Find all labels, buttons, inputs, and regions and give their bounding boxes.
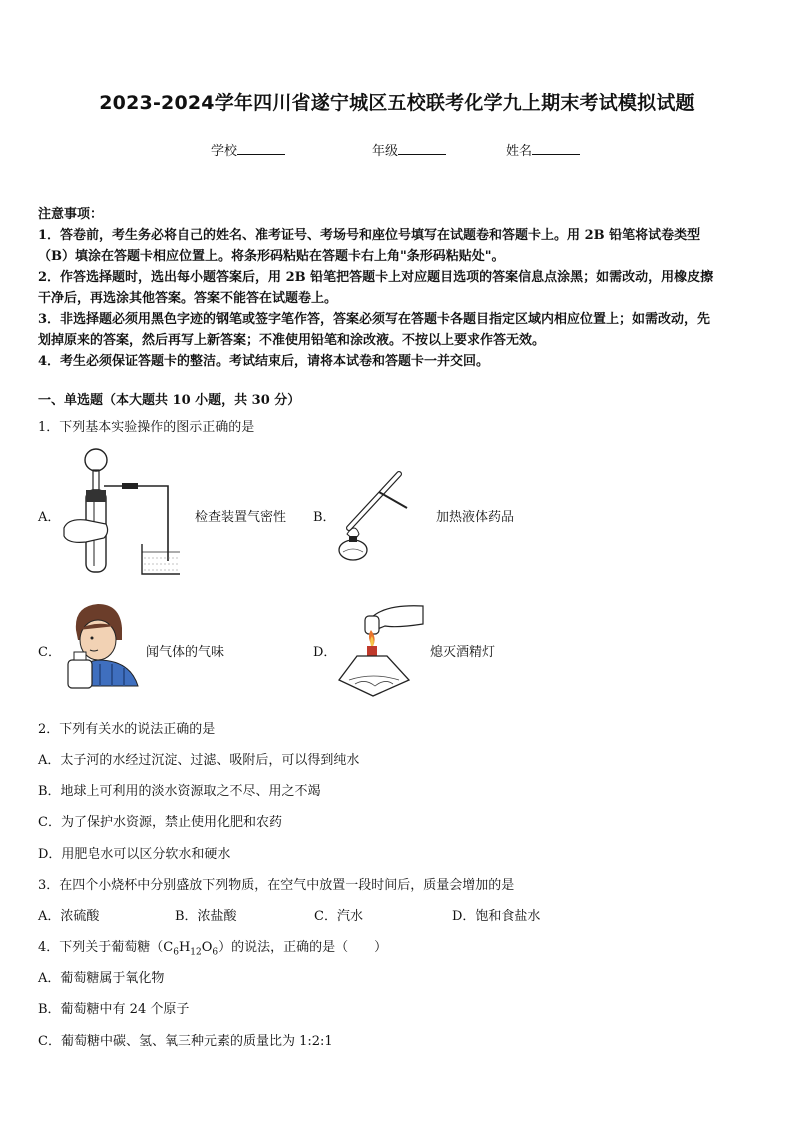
notice-line: 划掉原来的答案，然后再写上新答案；不准使用铅笔和涂改液。不按以上要求作答无效。: [38, 333, 546, 348]
notice-heading: 注意事项：: [38, 207, 104, 222]
name-field[interactable]: [506, 140, 580, 159]
q2-option-d[interactable]: D．用肥皂水可以区分软水和硬水: [38, 847, 231, 862]
name-label: 姓名: [506, 144, 533, 159]
q1-option-b-caption: 加热液体药品: [436, 510, 515, 525]
airtightness-check-figure: [58, 446, 180, 576]
question-1-stem: 1．下列基本实验操作的图示正确的是: [38, 420, 255, 435]
q1-option-c-label[interactable]: C．: [38, 645, 61, 660]
q2-option-a[interactable]: A．太子河的水经过沉淀、过滤、吸附后，可以得到纯水: [38, 753, 360, 768]
q3-option-a[interactable]: A．浓硫酸: [38, 909, 100, 924]
q3-option-b[interactable]: B．浓盐酸: [175, 909, 237, 924]
question-4-stem: 4．下列关于葡萄糖$(C_6H_{12}O_6)$的说法，正确的是（ ）: [38, 940, 388, 958]
notice-line: 1．答卷前，考生务必将自己的姓名、准考证号、考场号和座位号填写在试题卷和答题卡上。用 2B 铅笔将试卷类型: [38, 228, 701, 243]
q3-option-c[interactable]: C．汽水: [314, 909, 363, 924]
notice-line: 干净后，再选涂其他答案。答案不能答在试题卷上。: [38, 291, 338, 306]
notice-line: 4．考生必须保证答题卡的整洁。考试结束后，请将本试卷和答题卡一并交回。: [38, 354, 490, 369]
q3-option-d[interactable]: D．饱和食盐水: [452, 909, 541, 924]
smelling-gas-figure: [64, 600, 142, 690]
q1-option-d-caption: 熄灭酒精灯: [430, 645, 496, 660]
grade-label: 年级: [372, 144, 399, 159]
q1-option-a-label[interactable]: A．: [38, 510, 61, 525]
q1-option-c-caption: 闻气体的气味: [146, 645, 225, 660]
q2-option-b[interactable]: B．地球上可利用的淡水资源取之不尽、用之不竭: [38, 784, 321, 799]
school-label: 学校: [211, 144, 238, 159]
question-3-stem: 3．在四个小烧杯中分别盛放下列物质，在空气中放置一段时间后，质量会增加的是: [38, 878, 515, 893]
q1-option-b-label[interactable]: B．: [313, 510, 336, 525]
notice-line: （B）填涂在答题卡相应位置上。将条形码粘贴在答题卡右上角"条形码粘贴处"。: [38, 249, 505, 264]
q1-option-a-caption: 检查装置气密性: [195, 510, 287, 525]
section-heading: 一、单选题（本大题共 10 小题，共 30 分）: [38, 393, 301, 408]
school-field[interactable]: [211, 140, 285, 159]
grade-blank[interactable]: [398, 142, 446, 155]
notice-line: 3．非选择题必须用黑色字迹的钢笔或签字笔作答，答案必须写在答题卡各题目指定区域内相应位置上；如需改动，先: [38, 312, 711, 327]
school-blank[interactable]: [237, 142, 285, 155]
q1-option-d-label[interactable]: D．: [313, 645, 337, 660]
name-blank[interactable]: [532, 142, 580, 155]
q2-option-c[interactable]: C．为了保护水资源，禁止使用化肥和农药: [38, 815, 282, 830]
heating-liquid-figure: [337, 468, 415, 564]
question-2-stem: 2．下列有关水的说法正确的是: [38, 722, 216, 737]
q4-option-b[interactable]: B．葡萄糖中有 24 个原子: [38, 1002, 190, 1017]
q4-option-a[interactable]: A．葡萄糖属于氧化物: [38, 971, 165, 986]
notice-line: 2．作答选择题时，选出每小题答案后，用 2B 铅笔把答题卡上对应题目选项的答案信息点涂黑；如需改动，用橡皮擦: [38, 270, 714, 285]
page-title: 2023-2024学年四川省遂宁城区五校联考化学九上期末考试模拟试题: [99, 92, 695, 114]
q4-option-c[interactable]: C．葡萄糖中碳、氢、氧三种元素的质量比为 1:2:1: [38, 1034, 333, 1049]
extinguishing-lamp-figure: [335, 598, 427, 698]
grade-field[interactable]: [372, 140, 446, 159]
